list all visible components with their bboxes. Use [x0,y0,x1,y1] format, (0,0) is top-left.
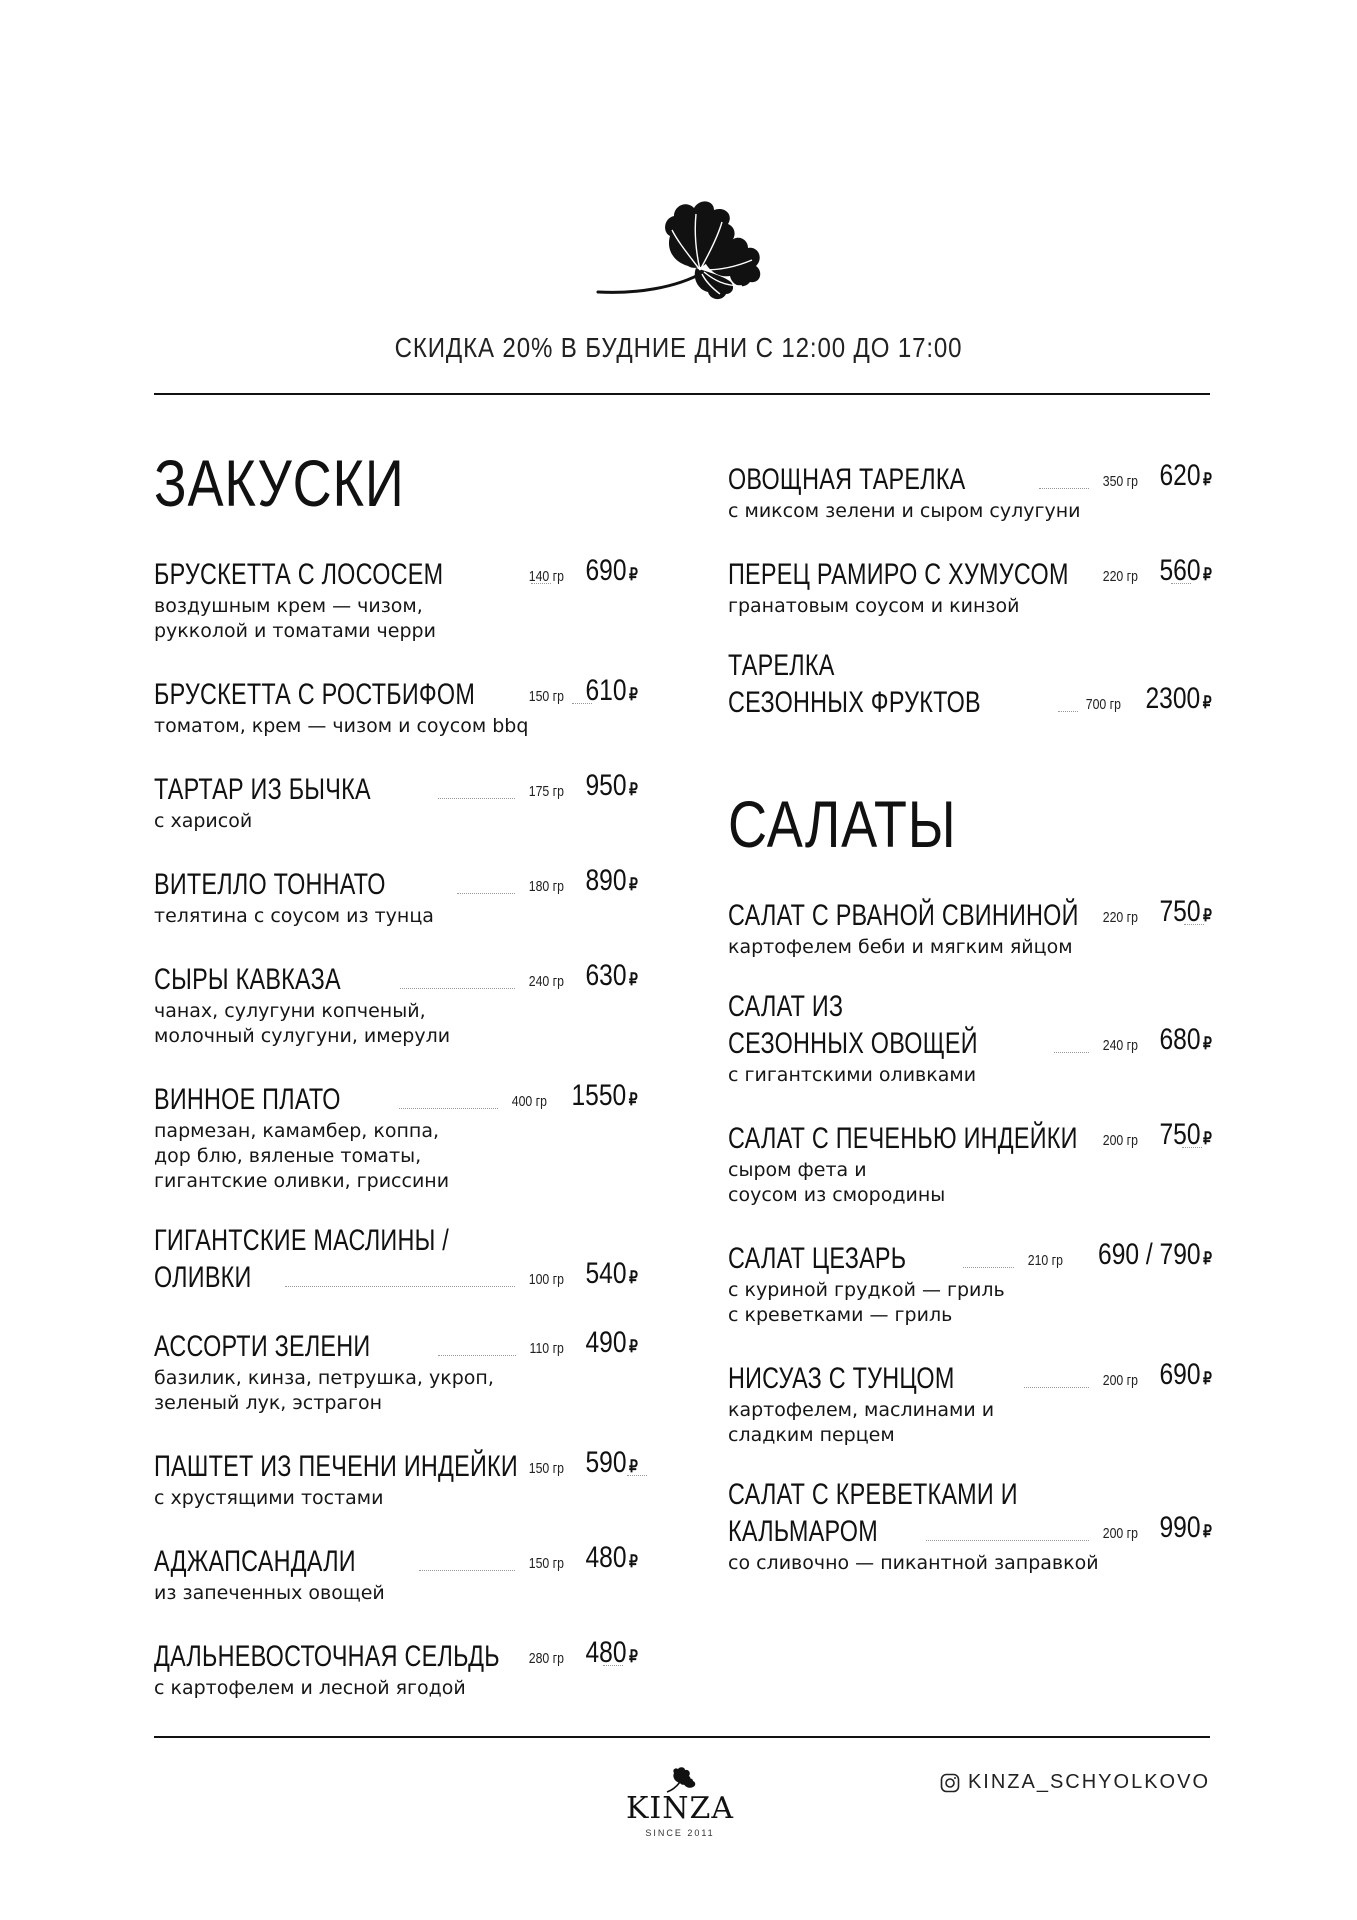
snacks-list-continued [728,457,1212,721]
menu-item-price [586,1324,638,1365]
menu-item-name [154,961,394,998]
menu-item-description: картофелем, маслинами и сладким перцем [728,1399,995,1446]
menu-item-row [154,862,638,903]
menu-item-row [728,988,1212,1062]
menu-item-price-value: 490 [585,1326,627,1359]
menu-item-weight: 240 гр [1102,1037,1139,1054]
menu-item-weight: 150 гр [528,688,565,705]
ruble-icon: ₽ [1203,906,1212,925]
section-title-salads: САЛАТЫ [728,787,957,861]
brand-since: SINCE 2011 [645,1828,715,1838]
dot-leader [457,893,515,894]
ruble-icon: ₽ [629,970,638,989]
menu-item [728,1356,1212,1448]
menu-item-price [586,1255,638,1296]
menu-item-description: со сливочно — пикантной заправкой [728,1552,1099,1574]
dot-leader [963,1267,1014,1268]
menu-item-row [728,457,1212,498]
menu-item-name-text: САЛАТ ЦЕЗАРЬ [728,1242,907,1275]
promo-banner: СКИДКА 20% В БУДНИЕ ДНИ С 12:00 ДО 17:00 [394,332,963,363]
menu-item-price [586,1634,638,1675]
menu-item-price [1160,552,1212,593]
instagram-icon [940,1773,960,1793]
menu-item-price-value: 750 [1159,1118,1201,1151]
dot-leader [438,1355,517,1356]
menu-item-price [586,767,638,808]
dot-leader [399,1108,498,1109]
menu-item-row [154,1539,638,1580]
menu-item-weight: 110 гр [529,1340,565,1357]
dot-leader [1058,711,1078,712]
salads-list [728,893,1212,1576]
menu-item-price [1098,1236,1212,1277]
menu-item-row [728,893,1212,934]
ruble-icon: ₽ [629,1552,638,1571]
menu-item-name-text: ПЕРЕЦ РАМИРО С ХУМУСОМ [728,558,1069,591]
menu-item-price-value: 610 [585,674,627,707]
ruble-icon: ₽ [629,1457,638,1476]
ruble-icon: ₽ [629,565,638,584]
menu-item-description: с хрустящими тостами [154,1487,384,1509]
menu-item-row [728,647,1212,721]
menu-item-name [728,1476,1099,1513]
menu-item-row [154,1444,638,1485]
menu-item [728,647,1212,721]
menu-item [154,672,638,739]
menu-item-description: чанах, сулугуни копченый, молочный сулугуни, имерули [154,1000,451,1047]
menu-item-price [1160,1509,1212,1550]
menu-item [154,1539,638,1606]
menu-item [728,893,1212,960]
menu-item-weight: 700 гр [1086,696,1122,713]
menu-item-name-text: ВИТЕЛЛО ТОННАТО [154,868,386,901]
menu-item-description: из запеченных овощей [154,1582,385,1604]
menu-item-description: с куриной грудкой — гриль с креветками — гриль [728,1279,1005,1326]
menu-item [154,1444,638,1511]
menu-item-name [728,1513,920,1550]
menu-item [728,1476,1212,1576]
menu-item-weight: 280 гр [528,1650,565,1667]
menu-item-name [728,556,1165,593]
ruble-icon: ₽ [1203,1369,1212,1388]
menu-item-name [154,1259,279,1296]
menu-item [154,1324,638,1416]
menu-item-price [586,672,638,713]
menu-item-name-text: СЕЗОННЫХ ФРУКТОВ [728,686,981,719]
menu-item [154,862,638,929]
menu-item-weight: 175 гр [528,783,565,800]
menu-item-price-value: 2300 [1145,682,1201,715]
menu-item-description: томатом, крем — чизом и соусом bbq [154,715,529,737]
ruble-icon: ₽ [1203,1522,1212,1541]
menu-item-weight: 140 гр [528,568,565,585]
ruble-icon: ₽ [629,780,638,799]
ruble-icon: ₽ [1203,565,1212,584]
ruble-icon: ₽ [629,1647,638,1666]
menu-item-price [586,1539,638,1580]
menu-item-name [728,1360,1018,1397]
ruble-icon: ₽ [629,1268,638,1287]
menu-item-name-text: ПАШТЕТ ИЗ ПЕЧЕНИ ИНДЕЙКИ [154,1450,518,1483]
menu-item-row [154,1634,638,1675]
menu-item-price-value: 540 [585,1257,627,1290]
menu-item-weight: 150 гр [528,1460,565,1477]
menu-item-weight: 400 гр [512,1093,548,1110]
menu-item [154,552,638,644]
ruble-icon: ₽ [629,685,638,704]
ruble-icon: ₽ [1203,1249,1212,1268]
menu-item-name [154,866,451,903]
menu-item-name [728,988,876,1025]
menu-item-price [572,1077,638,1118]
ruble-icon: ₽ [629,875,638,894]
menu-item-row [154,1077,638,1118]
menu-item-weight: 200 гр [1102,1132,1139,1149]
menu-item-row [728,1476,1212,1550]
menu-item-price-value: 750 [1159,895,1201,928]
menu-item [154,1222,638,1296]
menu-item-price [586,1444,638,1485]
instagram-link[interactable] [940,1771,1210,1794]
menu-item-price [1146,680,1212,721]
menu-item-price [1160,1021,1212,1062]
menu-item-price-value: 690 / 790 [1098,1238,1201,1271]
dot-leader [438,798,515,799]
menu-item-row [154,1222,638,1296]
menu-item-description: с харисой [154,810,253,832]
menu-item-name-text: СЕЗОННЫХ ОВОЩЕЙ [728,1027,978,1060]
menu-item-row [728,1236,1212,1277]
right-column [728,457,1212,1604]
menu-item-price-value: 590 [585,1446,627,1479]
brand-logo [620,1766,740,1838]
menu-item-description: телятина с соусом из тунца [154,905,434,927]
menu-item-description: базилик, кинза, петрушка, укроп, зеленый лук, эстрагон [154,1367,494,1414]
dot-leader [400,988,516,989]
menu-item-name-text: САЛАТ С ПЕЧЕНЬЮ ИНДЕЙКИ [728,1122,1078,1155]
ruble-icon: ₽ [1203,1034,1212,1053]
snacks-list [154,552,638,1701]
menu-item-name-text: ОЛИВКИ [154,1261,252,1294]
menu-item [154,1634,638,1701]
menu-item-name [728,684,1052,721]
menu-item-price [586,862,638,903]
menu-item-price-value: 690 [1159,1358,1201,1391]
menu-item-price-value: 690 [585,554,627,587]
instagram-handle: KINZA_SCHYOLKOVO [967,1771,1210,1793]
menu-item-price-value: 890 [585,864,627,897]
menu-item-weight: 240 гр [528,973,565,990]
menu-item-price-value: 620 [1159,459,1201,492]
menu-item-name-text: АССОРТИ ЗЕЛЕНИ [154,1330,371,1363]
ruble-icon: ₽ [1203,1129,1212,1148]
ruble-icon: ₽ [1203,470,1212,489]
menu-item-price [1160,893,1212,934]
menu-item-weight: 100 гр [528,1271,565,1288]
menu-item-name [728,1025,1048,1062]
menu-item [154,767,638,834]
menu-item-price-value: 630 [585,959,627,992]
menu-item-row [154,552,638,593]
menu-item-row [154,767,638,808]
ruble-icon: ₽ [629,1337,638,1356]
menu-item-description: с картофелем и лесной ягодой [154,1677,466,1699]
menu-item-weight: 220 гр [1102,568,1139,585]
menu-item-name-text: ТАРЕЛКА [728,649,835,682]
menu-item-name [728,1240,957,1277]
menu-item [728,552,1212,619]
menu-item [728,457,1212,524]
dot-leader [419,1570,515,1571]
menu-item-name-text: СЫРЫ КАВКАЗА [154,963,341,996]
menu-item-description: воздушным крем — чизом, рукколой и томатами черри [154,595,436,642]
menu-item-name-text: САЛАТ С КРЕВЕТКАМИ И [728,1478,1018,1511]
section-title-snacks: ЗАКУСКИ [154,446,405,520]
menu-item-description: сыром фета и соусом из смородины [728,1159,946,1206]
menu-item-weight: 210 гр [1027,1252,1064,1269]
menu-item-row [154,1324,638,1365]
menu-item-name-text: АДЖАПСАНДАЛИ [154,1545,356,1578]
menu-item-name-text: ВИННОЕ ПЛАТО [154,1083,341,1116]
menu-item-row [728,1356,1212,1397]
menu-item-name [154,676,566,713]
menu-item-price [586,552,638,593]
menu-item-weight: 200 гр [1102,1525,1139,1542]
menu-item-price-value: 1550 [571,1079,627,1112]
menu-item [728,988,1212,1088]
menu-item-name [154,1543,413,1580]
menu-item-name-text: КАЛЬМАРОМ [728,1515,878,1548]
menu-item-name [154,1222,532,1259]
menu-item-description: картофелем беби и мягким яйцом [728,936,1073,958]
menu-item-row [154,672,638,713]
menu-item-weight: 350 гр [1102,473,1139,490]
menu-item-price-value: 680 [1159,1023,1201,1056]
menu-item-row [728,1116,1212,1157]
top-divider [154,393,1210,395]
menu-item-weight: 220 гр [1102,909,1139,926]
menu-item-name [728,461,1033,498]
menu-item-price-value: 480 [585,1636,627,1669]
dot-leader [926,1540,1089,1541]
menu-item-description: гранатовым соусом и кинзой [728,595,1020,617]
menu-item-row [728,552,1212,593]
menu-item-name-text: БРУСКЕТТА С ЛОСОСЕМ [154,558,444,591]
ruble-icon: ₽ [629,1090,638,1109]
menu-item-name-text: БРУСКЕТТА С РОСТБИФОМ [154,678,476,711]
cilantro-leaf-icon [663,1766,697,1794]
menu-item-price [586,957,638,998]
dot-leader [1054,1052,1089,1053]
bottom-divider [154,1736,1210,1738]
cilantro-leaf-icon [596,196,766,306]
menu-item-price [1160,1116,1212,1157]
menu-item-name [154,1328,432,1365]
menu-item [728,1236,1212,1328]
menu-item [154,957,638,1049]
menu-item-description: пармезан, камамбер, коппа, дор блю, вяленые томаты, гигантские оливки, гриссини [154,1120,450,1192]
menu-item [154,1077,638,1194]
menu-item-name-text: ОВОЩНАЯ ТАРЕЛКА [728,463,966,496]
menu-item-name-text: НИСУАЗ С ТУНЦОМ [728,1362,955,1395]
menu-item-name [154,771,432,808]
menu-item-price-value: 560 [1159,554,1201,587]
menu-item-weight: 200 гр [1102,1372,1139,1389]
menu-item-name-text: ГИГАНТСКИЕ МАСЛИНЫ / [154,1224,450,1257]
menu-item-name-text: ТАРТАР ИЗ БЫЧКА [154,773,371,806]
dot-leader [1024,1387,1089,1388]
menu-item-row [154,957,638,998]
menu-item-name [728,647,865,684]
menu-item-name-text: САЛАТ С РВАНОЙ СВИНИНОЙ [728,899,1079,932]
menu-item-weight: 180 гр [528,878,565,895]
menu-item-price-value: 480 [585,1541,627,1574]
brand-name: KINZA [625,1791,735,1826]
dot-leader [1039,488,1090,489]
menu-item-description: с гигантскими оливками [728,1064,977,1086]
ruble-icon: ₽ [1203,693,1212,712]
menu-item-price-value: 990 [1159,1511,1201,1544]
menu-item-price [1160,457,1212,498]
menu-item-name-text: САЛАТ ИЗ [728,990,844,1023]
menu-item-price-value: 950 [585,769,627,802]
dot-leader [285,1286,515,1287]
menu-item-description: с миксом зелени и сыром сулугуни [728,500,1081,522]
menu-item-name [154,556,525,593]
menu-item-price [1160,1356,1212,1397]
menu-item [728,1116,1212,1208]
menu-item-name-text: ДАЛЬНЕВОСТОЧНАЯ СЕЛЬДЬ [154,1640,500,1673]
left-column [154,446,638,1729]
menu-item-weight: 150 гр [528,1555,565,1572]
menu-item-name [154,1081,393,1118]
